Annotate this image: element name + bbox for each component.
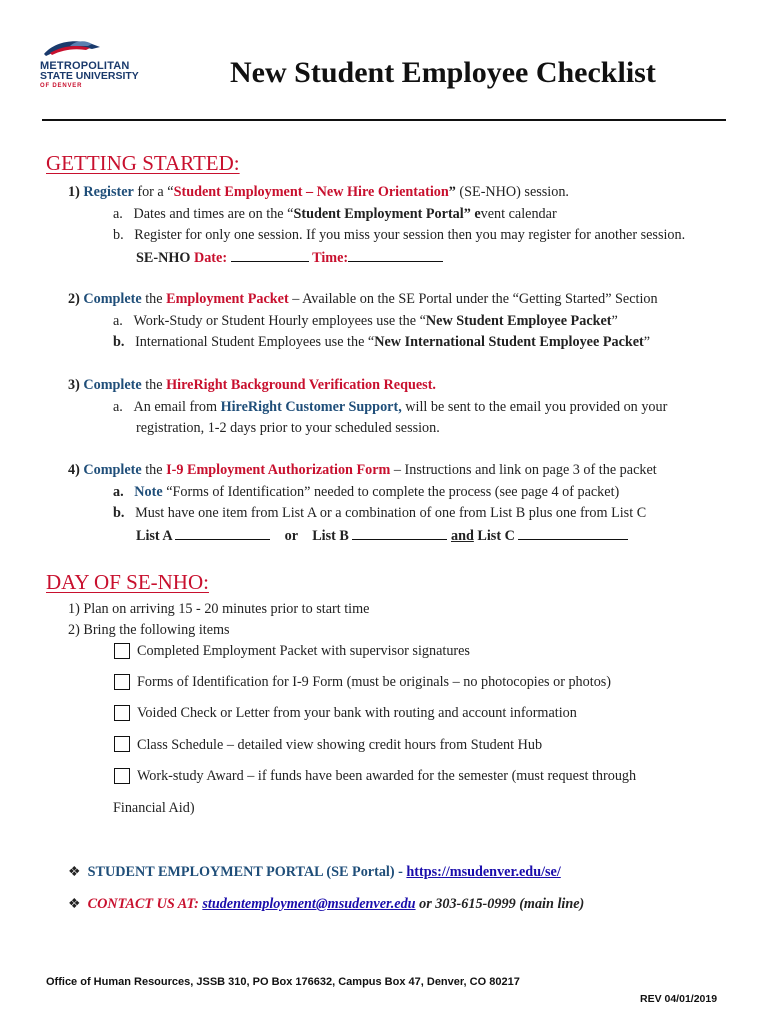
- item-3a-line-2: registration, 1-2 days prior to your scheduled session.: [136, 420, 440, 436]
- complete-text: Complete: [83, 377, 142, 393]
- diamond-bullet-icon: ❖: [68, 897, 81, 912]
- senho-label: SE-NHO: [136, 250, 191, 266]
- item-2a-line: [113, 313, 618, 330]
- contact-email-link[interactable]: studentemployment@msudenver.edu: [202, 896, 416, 912]
- new-student-packet-name: New Student Employee Packet: [425, 313, 612, 329]
- item-1-rest: (SE-NHO) session.: [455, 184, 569, 200]
- international-packet-name: New International Student Employee Packet: [374, 334, 644, 350]
- list-c-label: List C: [477, 528, 515, 544]
- item-1b-line: [113, 227, 685, 244]
- checkbox-work-study-award[interactable]: [114, 768, 130, 784]
- item-1a-text-1: Dates and times are on the “: [133, 206, 294, 222]
- item-2a-label: a.: [113, 313, 123, 329]
- contact-line: [68, 896, 584, 913]
- portal-link[interactable]: https://msudenver.edu/se/: [406, 864, 561, 880]
- revision-date: REV 04/01/2019: [640, 993, 718, 1005]
- checklist-item: Voided Check or Letter from your bank with routing and account information: [137, 705, 577, 721]
- contact-phone: or 303-615-0999 (main line): [415, 896, 585, 912]
- complete-text: Complete: [83, 291, 142, 307]
- checklist-item: Class Schedule – detailed view showing credit hours from Student Hub: [137, 737, 543, 753]
- contact-label: CONTACT US AT:: [87, 896, 199, 912]
- item-1b-text: Register for only one session. If you miss your session then you may register for another session.: [134, 227, 686, 243]
- item-3-line: [68, 377, 436, 394]
- logo-line-3: OF DENVER: [40, 83, 83, 89]
- time-blank[interactable]: [348, 249, 443, 262]
- getting-started-heading: GETTING STARTED:: [46, 151, 240, 175]
- time-label: Time:: [312, 250, 349, 266]
- item-3a-label: a.: [113, 399, 123, 415]
- list-c-blank[interactable]: [518, 527, 628, 540]
- the-text: the: [141, 377, 167, 393]
- day-of-item-1: 1) Plan on arriving 15 - 20 minutes prior to start time: [68, 601, 370, 617]
- hireright-support-name: HireRight Customer Support,: [220, 399, 402, 415]
- checklist-item: Forms of Identification for I-9 Form (must be originals – no photocopies or photos): [137, 674, 612, 690]
- and-text: and: [450, 528, 474, 544]
- checkbox-voided-check[interactable]: [114, 705, 130, 721]
- page-title: New Student Employee Checklist: [230, 56, 656, 89]
- item-4a-label: a.: [113, 484, 124, 500]
- list-b-label: List B: [312, 528, 349, 544]
- senho-date-time-line: [136, 249, 443, 267]
- list-b-blank[interactable]: [352, 527, 447, 540]
- checkbox-employment-packet[interactable]: [114, 643, 130, 659]
- checklist-item-wrap: Financial Aid): [113, 800, 195, 816]
- item-1a-line: [113, 206, 557, 223]
- item-1b-label: b.: [113, 227, 124, 243]
- orientation-name: Student Employment – New Hire Orientation: [173, 184, 449, 200]
- note-text: Note: [134, 484, 163, 500]
- item-1-number: 1): [68, 184, 80, 200]
- complete-text: Complete: [83, 462, 142, 478]
- item-4b-line: [113, 505, 646, 522]
- checklist-item: Work-study Award – if funds have been awarded for the semester (must request through: [137, 768, 637, 784]
- list-a-label: List A: [136, 528, 172, 544]
- item-3a-text-1: An email from: [133, 399, 221, 415]
- portal-line: [68, 864, 561, 881]
- item-4-line: [68, 462, 657, 479]
- for-a-text: for a “: [133, 184, 174, 200]
- portal-label: STUDENT EMPLOYMENT PORTAL (SE Portal) -: [87, 864, 407, 880]
- the-text: the: [141, 462, 167, 478]
- item-2b-line: [113, 334, 650, 351]
- item-2b-label: b.: [113, 334, 125, 350]
- item-2-number: 2): [68, 291, 80, 307]
- item-4a-text: “Forms of Identification” needed to complete the process (see page 4 of packet): [162, 484, 620, 500]
- date-blank[interactable]: [231, 249, 309, 262]
- lists-line: [136, 527, 628, 545]
- item-4-rest: – Instructions and link on page 3 of the packet: [390, 462, 657, 478]
- item-1a-text-2: vent calendar: [480, 206, 557, 222]
- i9-form-name: I-9 Employment Authorization Form: [166, 462, 391, 478]
- date-label: Date:: [190, 250, 228, 266]
- portal-name: Student Employment Portal” e: [293, 206, 481, 222]
- footer-address: Office of Human Resources, JSSB 310, PO Box 176632, Campus Box 47, Denver, CO 80217: [46, 976, 520, 988]
- checkbox-class-schedule[interactable]: [114, 736, 130, 752]
- day-of-heading: DAY OF SE-NHO:: [46, 570, 209, 594]
- item-2a-text-1: Work-Study or Student Hourly employees use the “: [133, 313, 426, 329]
- the-text: the: [141, 291, 167, 307]
- item-2-line: [68, 291, 658, 308]
- logo-line-2: STATE UNIVERSITY: [40, 70, 139, 82]
- item-4a-line: [113, 484, 619, 501]
- item-3a-text-2: will be sent to the email you provided on your: [401, 399, 668, 415]
- register-text: Register: [83, 184, 134, 200]
- list-a-blank[interactable]: [175, 527, 270, 540]
- close-quote: ”: [448, 184, 456, 200]
- item-3a-line: [113, 399, 667, 416]
- item-2b-text-1: International Student Employees use the “: [135, 334, 375, 350]
- employment-packet-name: Employment Packet: [166, 291, 289, 307]
- item-4b-text: Must have one item from List A or a combination of one from List B plus one from List C: [135, 505, 647, 521]
- item-1-line: [68, 184, 569, 201]
- hireright-request-name: HireRight Background Verification Request.: [166, 377, 436, 393]
- checklist-item: Completed Employment Packet with supervisor signatures: [137, 643, 470, 659]
- item-2a-text-2: ”: [611, 313, 618, 329]
- or-text: or: [284, 528, 299, 544]
- logo-line-1: METROPOLITAN: [40, 60, 130, 72]
- item-4-number: 4): [68, 462, 80, 478]
- item-2-rest: – Available on the SE Portal under the “Getting Started” Section: [288, 291, 658, 307]
- title-divider: [42, 119, 726, 121]
- day-of-item-2: 2) Bring the following items: [68, 622, 230, 638]
- item-3-number: 3): [68, 377, 80, 393]
- checkbox-forms-of-id[interactable]: [114, 674, 130, 690]
- diamond-bullet-icon: ❖: [68, 865, 81, 880]
- item-1a-label: a.: [113, 206, 123, 222]
- logo-text: [40, 61, 139, 91]
- item-4b-label: b.: [113, 505, 125, 521]
- item-2b-text-2: ”: [643, 334, 651, 350]
